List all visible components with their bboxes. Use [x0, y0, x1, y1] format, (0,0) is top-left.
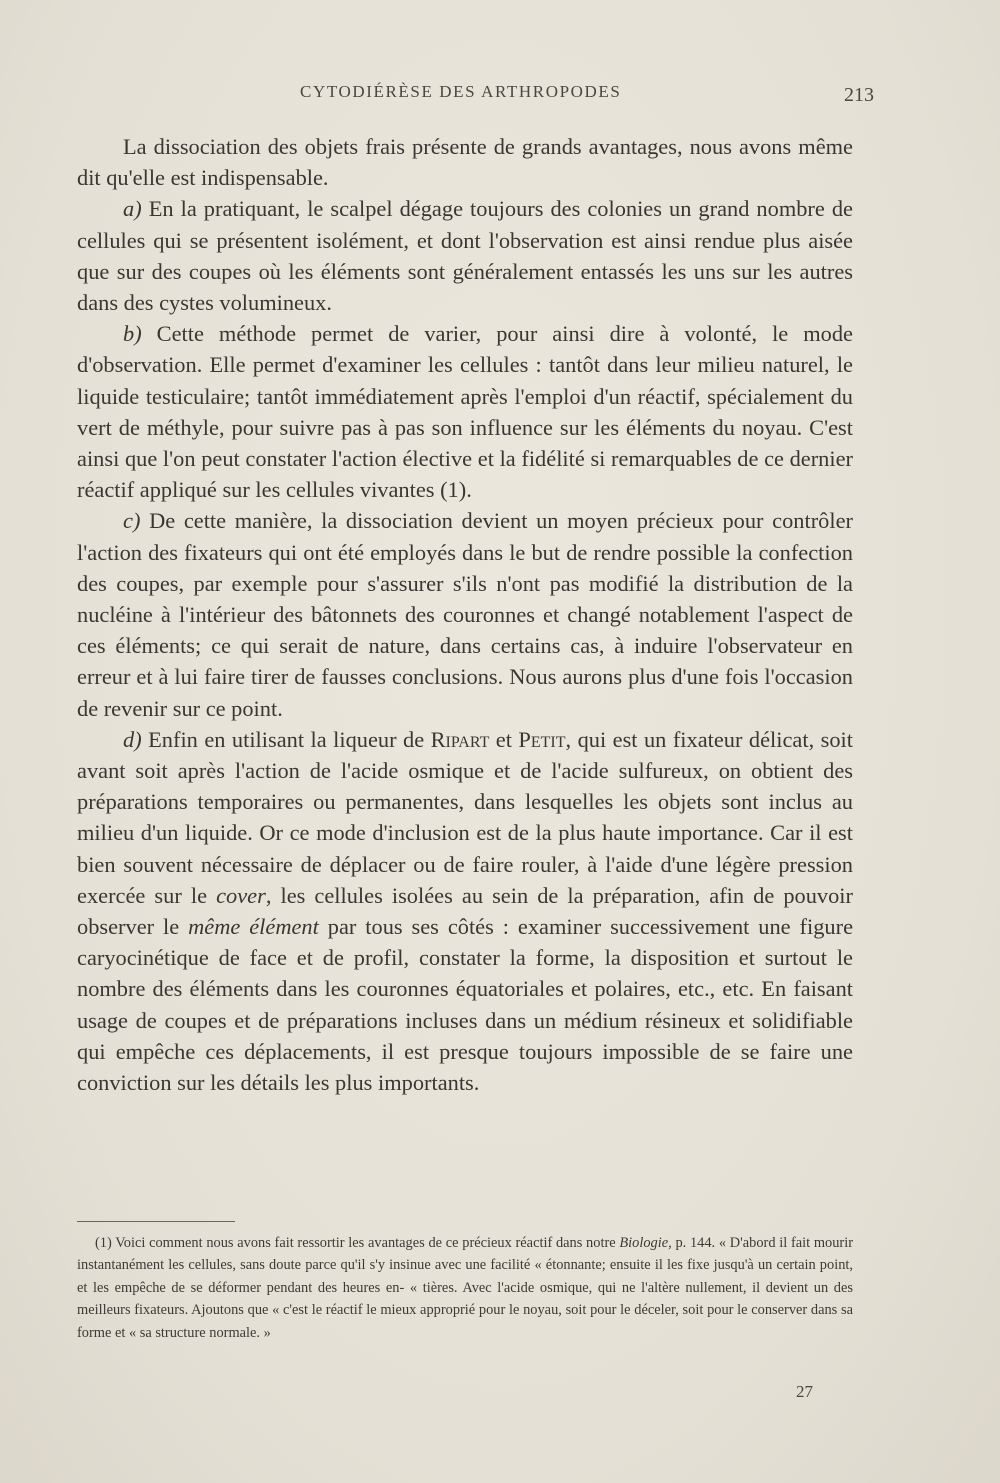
paragraph-text: , qui est un fixateur délicat, soit avant soit après l'action de l'acide osmique et de l'acide sulfureux, on obtient des préparations temporaires ou permanentes, dans lesquelles les objets sont inclus au milieu d'un liquide. Or ce mode d'inclusion est de la plus haute importance. Car il est bien souvent nécessaire de déplacer ou de faire rouler, à l'aide d'une légère pression exercée sur le [77, 726, 853, 908]
paragraph-text: par tous ses côtés : examiner successivement une figure caryocinétique de face et de profil, constater la forme, la disposition et surtout le nombre des éléments dans les couronnes équatoriales et polaires, etc., etc. En faisant usage de coupes et de préparations incluses dans un médium résineux et solidifiable qui empêche ces déplacements, il est presque toujours impossible de se faire une conviction sur les détails les plus importants. [77, 914, 854, 1096]
author-name: Petit [518, 726, 566, 752]
paragraph-intro [77, 131, 853, 193]
paragraph-text: Enfin en utilisant la liqueur de [148, 726, 431, 752]
running-title: CYTODIÉRÈSE DES ARTHROPODES [300, 82, 622, 101]
paragraph-a [77, 193, 853, 318]
signature-mark: 27 [796, 1382, 813, 1401]
paragraph-text: Cette méthode permet de varier, pour ainsi dire à volonté, le mode d'observation. Elle permet d'examiner les cellules : tantôt dans leur milieu naturel, le liquide testiculaire; tantôt immédiatement après l'emploi d'un réactif, spécialement du vert de méthyle, pour suivre pas à pas son influence sur les éléments du noyau. C'est ainsi que l'on peut constater l'action élective et la fidélité si remarquables de ce dernier réactif appliqué sur les cellules vivantes (1). [77, 321, 853, 503]
paragraph-c [77, 505, 853, 723]
body-text [77, 131, 853, 1098]
running-head [0, 82, 1000, 108]
author-name: Ripart [430, 726, 490, 752]
footnote-text-part: , p. 144. « D'abord il fait mourir instantanément les cellules, sans doute parce qu'il s'y insinue avec une facilité « étonnante; ensuite il les fixe jusqu'à un certain point, et les empêche de se déformer pendant des heures en- « tières. Avec l'acide osmique, qui ne l'altère nullement, il devient un des meilleurs fixateurs. Ajoutons que « c'est le réactif le mieux approprié pour le noyau, soit pour le déceler, soit pour le conserver dans sa forme et « sa structure normale. » [77, 1235, 854, 1341]
footnote-text-part: (1) Voici comment nous avons fait ressortir les avantages de ce précieux réactif dans notre [95, 1235, 620, 1251]
emphasis: même élément [188, 914, 319, 940]
footnote-text [77, 1232, 853, 1344]
footnote-rule [77, 1221, 235, 1222]
page-number: 213 [844, 84, 874, 106]
paragraph-text: De cette manière, la dissociation devient un moyen précieux pour contrôler l'action des fixateurs qui ont été employés dans le but de rendre possible la confection des coupes, par exemple pour s'assurer s'ils n'ont pas modifié la distribution de la nucléine à l'intérieur des bâtonnets des couronnes et changé notablement l'aspect de ces éléments; ce qui serait de nature, dans certains cas, à induire l'observateur en erreur et à lui faire tirer de fausses conclusions. Nous aurons plus d'une fois l'occasion de revenir sur ce point. [77, 508, 853, 721]
paragraph-label: a) [123, 196, 142, 222]
paragraph-text: et [489, 726, 519, 752]
paragraph-b [77, 318, 853, 505]
paragraph-label: c) [123, 508, 141, 534]
paragraph-text: , les cellules isolées au sein de la préparation, afin de pouvoir observer le [77, 882, 853, 940]
emphasis: cover [216, 882, 266, 908]
paragraph-text: La dissociation des objets frais présente de grands avantages, nous avons même dit qu'elle est indispensable. [77, 134, 853, 191]
emphasis: Biologie [619, 1235, 669, 1251]
paragraph-d [77, 724, 853, 1098]
paragraph-label: d) [123, 726, 142, 752]
paragraph-label: b) [123, 321, 142, 347]
footnote [77, 1232, 853, 1344]
paragraph-text: En la pratiquant, le scalpel dégage toujours des colonies un grand nombre de cellules qui se présentent isolément, et dont l'observation est ainsi rendue plus aisée que sur des coupes où les éléments sont généralement entassés les uns sur les autres dans des cystes volumineux. [77, 196, 853, 316]
